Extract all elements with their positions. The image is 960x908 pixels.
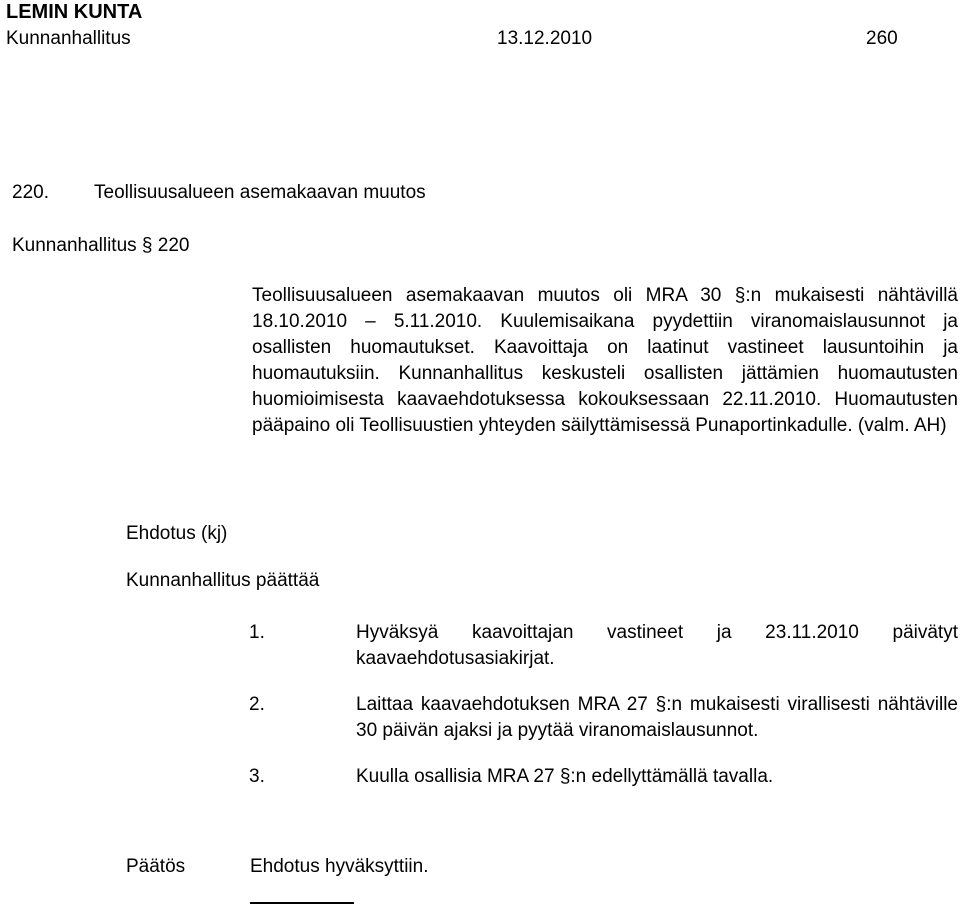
section-title: Teollisuusalueen asemakaavan muutos <box>94 182 426 203</box>
body-name: Kunnanhallitus <box>6 28 131 49</box>
organization-name: LEMIN KUNTA <box>6 1 143 23</box>
item-number: 2. <box>249 694 265 715</box>
reference: Kunnanhallitus § 220 <box>12 235 190 256</box>
decision-list <box>249 620 958 790</box>
decision-label: Päätös <box>126 856 186 877</box>
section-number: 220. <box>12 182 49 203</box>
list-item <box>249 764 958 790</box>
decision-text: Ehdotus hyväksyttiin. <box>250 856 429 877</box>
list-item <box>249 692 958 744</box>
proposal-label: Ehdotus (kj) <box>126 523 228 544</box>
item-number: 1. <box>249 622 265 643</box>
item-text: Hyväksyä kaavoittajan vastineet ja 23.11.2010 päivätyt kaavaehdotusasiakirjat. <box>356 622 958 669</box>
signature-rule <box>250 902 354 904</box>
list-item <box>249 620 958 672</box>
item-text: Laittaa kaavaehdotuksen MRA 27 §:n mukaisesti virallisesti nähtäville 30 päivän ajaksi ja pyytää viranomaislausunnot. <box>356 694 958 741</box>
section-heading <box>12 180 426 206</box>
page-number: 260 <box>866 28 898 49</box>
item-text: Kuulla osallisia MRA 27 §:n edellyttämällä tavalla. <box>356 766 774 787</box>
body-text: Teollisuusalueen asemakaavan muutos oli MRA 30 §:n mukaisesti nähtävillä 18.10.2010 – 5.11.2010. Kuulemisaikana pyydettiin viranomaislausunnot ja osallisten huomautukset. Kaavoittaja on laatinut vastineet lausuntoihin ja huomautuksiin. Kunnanhallitus keskusteli osallisten jättämien huomautusten huomioimisesta kaavaehdotuksessa kokouksessaan 22.11.2010. Huomautusten pääpaino oli Teollisuustien yhteyden säilyttämisessä Punaportinkadulle. (valm. AH) <box>252 285 958 436</box>
item-number: 3. <box>249 766 265 787</box>
decides-label: Kunnanhallitus päättää <box>126 570 320 591</box>
meeting-date: 13.12.2010 <box>497 28 593 49</box>
